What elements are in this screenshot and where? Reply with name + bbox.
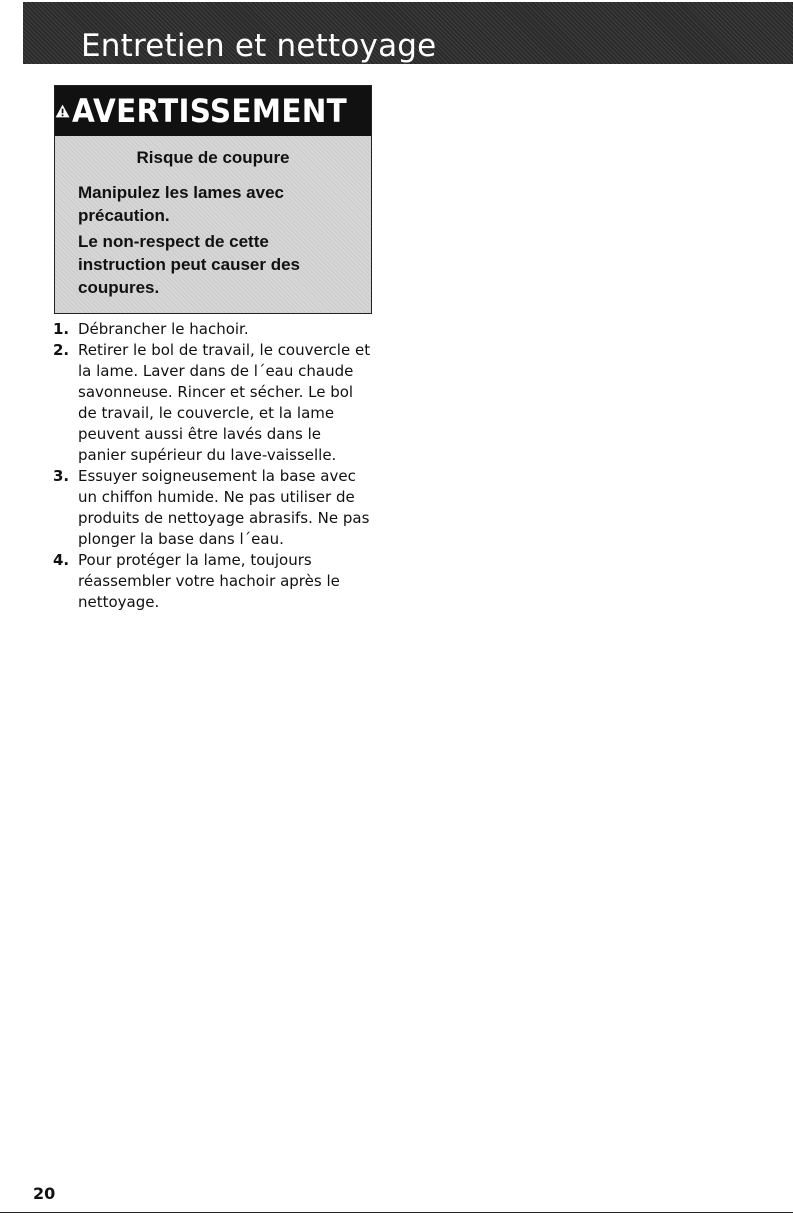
warning-box: [54, 85, 372, 314]
cleaning-steps-list: [53, 319, 373, 613]
step-item-3: [53, 466, 373, 550]
step-item-1: [53, 319, 373, 340]
section-header-banner: [23, 2, 793, 64]
warning-triangle-icon: [55, 99, 70, 123]
warning-header: [55, 86, 371, 136]
warning-instruction: Manipulez les lames avec précaution.: [78, 183, 284, 225]
step-item-2: [53, 340, 373, 466]
step-text: Retirer le bol de travail, le couvercle et la lame. Laver dans de l´eau chaude savonneuse. Rincer et sécher. Le bol de travail, le couvercle, et la lame peuvent aussi être lavés dans le panier supérieur du lave-vaisselle.: [78, 341, 371, 464]
step-item-4: [53, 550, 373, 613]
step-number: 3.: [53, 467, 70, 485]
step-text: Essuyer soigneusement la base avec un chiffon humide. Ne pas utiliser de produits de nettoyage abrasifs. Ne pas plonger la base dans l´eau.: [78, 467, 370, 548]
warning-consequence: Le non-respect de cette instruction peut causer des coupures.: [78, 232, 300, 297]
step-text: Pour protéger la lame, toujours réassembler votre hachoir après le nettoyage.: [78, 551, 340, 611]
step-text: Débrancher le hachoir.: [78, 320, 249, 338]
step-number: 1.: [53, 320, 70, 338]
footer-divider: [0, 1212, 793, 1213]
step-number: 2.: [53, 341, 70, 359]
page-title: Entretien et nettoyage: [81, 28, 437, 64]
step-number: 4.: [53, 551, 70, 569]
warning-subtitle: Risque de coupure: [136, 148, 290, 167]
page-number: 20: [33, 1184, 56, 1203]
warning-title: AVERTISSEMENT: [72, 92, 348, 130]
